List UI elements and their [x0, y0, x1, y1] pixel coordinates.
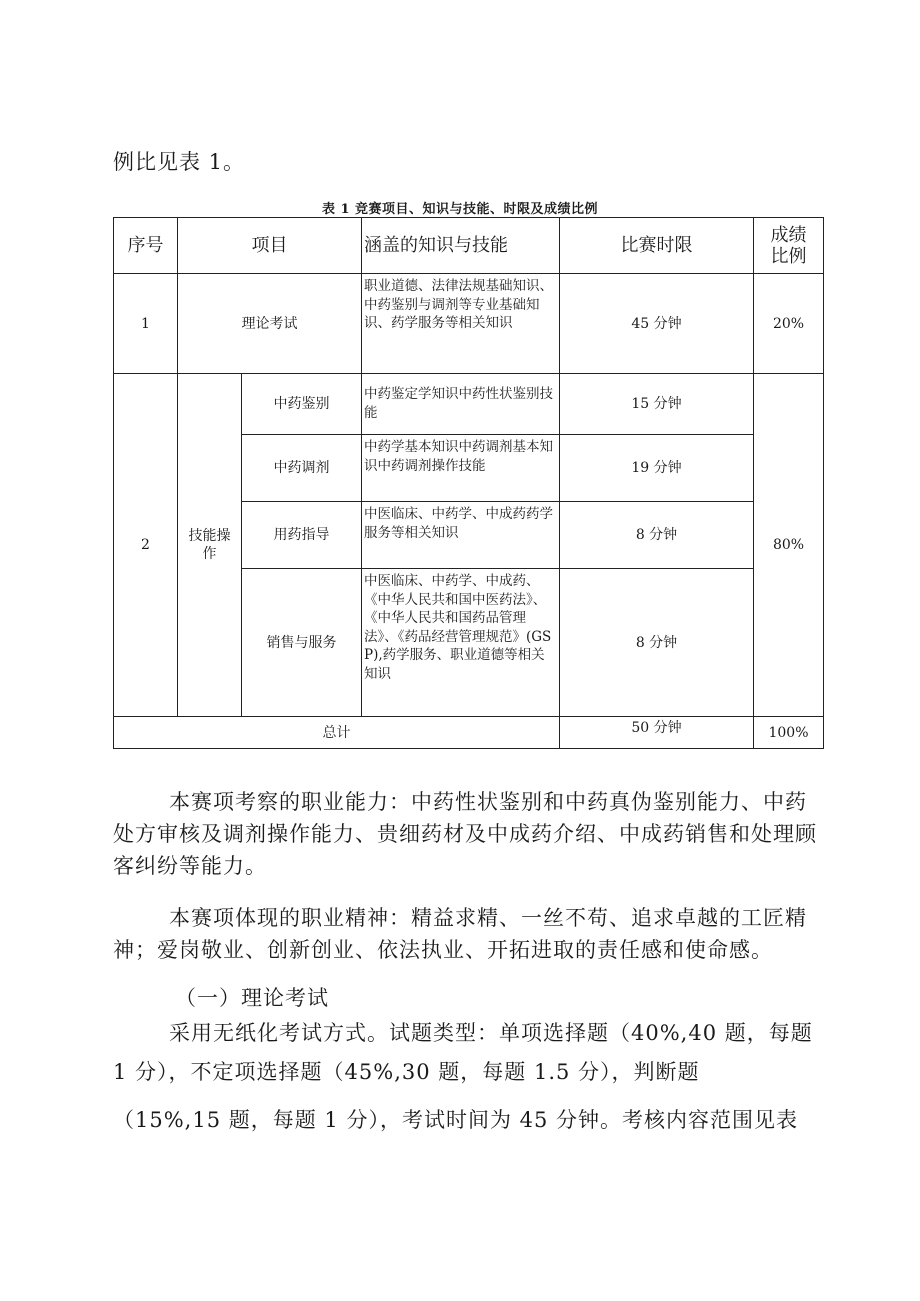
sub-time: 8 分钟 [560, 502, 754, 569]
header-index: 序号 [114, 218, 178, 274]
table-total-row [114, 717, 824, 749]
lead-text: 例比见表 1。 [113, 150, 246, 174]
table-row [114, 274, 824, 374]
sub-name: 用药指导 [242, 502, 362, 569]
total-time: 50 分钟 [560, 717, 754, 749]
sub-time: 8 分钟 [560, 569, 754, 717]
sub-time: 19 分钟 [560, 435, 754, 502]
total-label: 总计 [114, 717, 560, 749]
section-heading: （一）理论考试 [175, 986, 329, 1010]
sub-name: 中药鉴别 [242, 374, 362, 435]
competition-table [113, 217, 824, 749]
sub-knowledge: 中药鉴定学知识中药性状鉴别技能 [362, 374, 560, 435]
table-caption: 表 1 竞赛项目、知识与技能、时限及成绩比例 [321, 202, 599, 217]
row2-ratio: 80% [754, 374, 824, 717]
row1-index: 1 [114, 274, 178, 374]
exam-line-1: 采用无纸化考试方式。试题类型：单项选择题（40%,40 题，每题 [169, 1021, 813, 1045]
sub-knowledge: 中药学基本知识中药调剂基本知识中药调剂操作技能 [362, 435, 560, 502]
sub-time: 15 分钟 [560, 374, 754, 435]
paragraph-spirit: 本赛项体现的职业精神：精益求精、一丝不苟、追求卓越的工匠精神；爱岗敬业、创新创业、依法执业、开拓进取的责任感和使命感。 [113, 906, 807, 962]
header-knowledge: 涵盖的知识与技能 [362, 218, 560, 274]
paragraph-ability: 本赛项考察的职业能力：中药性状鉴别和中药真伪鉴别能力、中药处方审核及调剂操作能力、贵细药材及中成药介绍、中成药销售和处理顾客纠纷等能力。 [113, 790, 817, 878]
row1-ratio: 20% [754, 274, 824, 374]
row2-group: 技能操作 [178, 374, 242, 717]
row1-item: 理论考试 [178, 274, 362, 374]
sub-knowledge: 中医临床、中药学、中成药、《中华人民共和国中医药法》、《中华人民共和国药品管理法》、《药品经营管理规范》(GSP),药学服务、职业道德等相关知识 [362, 569, 560, 717]
exam-line-2: 1 分），不定项选择题（45%,30 题，每题 1.5 分），判断题 [113, 1060, 700, 1084]
sub-knowledge: 中医临床、中药学、中成药药学服务等相关知识 [362, 502, 560, 569]
header-time: 比赛时限 [560, 218, 754, 274]
total-ratio: 100% [754, 717, 824, 749]
table-header-row [114, 218, 824, 274]
row2-index: 2 [114, 374, 178, 717]
sub-name: 中药调剂 [242, 435, 362, 502]
exam-line-3: （15%,15 题，每题 1 分），考试时间为 45 分钟。考核内容范围见表 [113, 1108, 799, 1132]
row1-knowledge: 职业道德、法律法规基础知识、中药鉴别与调剂等专业基础知识、药学服务等相关知识 [362, 274, 560, 374]
sub-name: 销售与服务 [242, 569, 362, 717]
header-ratio: 成绩比例 [754, 218, 824, 274]
row1-time: 45 分钟 [560, 274, 754, 374]
table-row [114, 374, 824, 435]
header-item: 项目 [178, 218, 362, 274]
